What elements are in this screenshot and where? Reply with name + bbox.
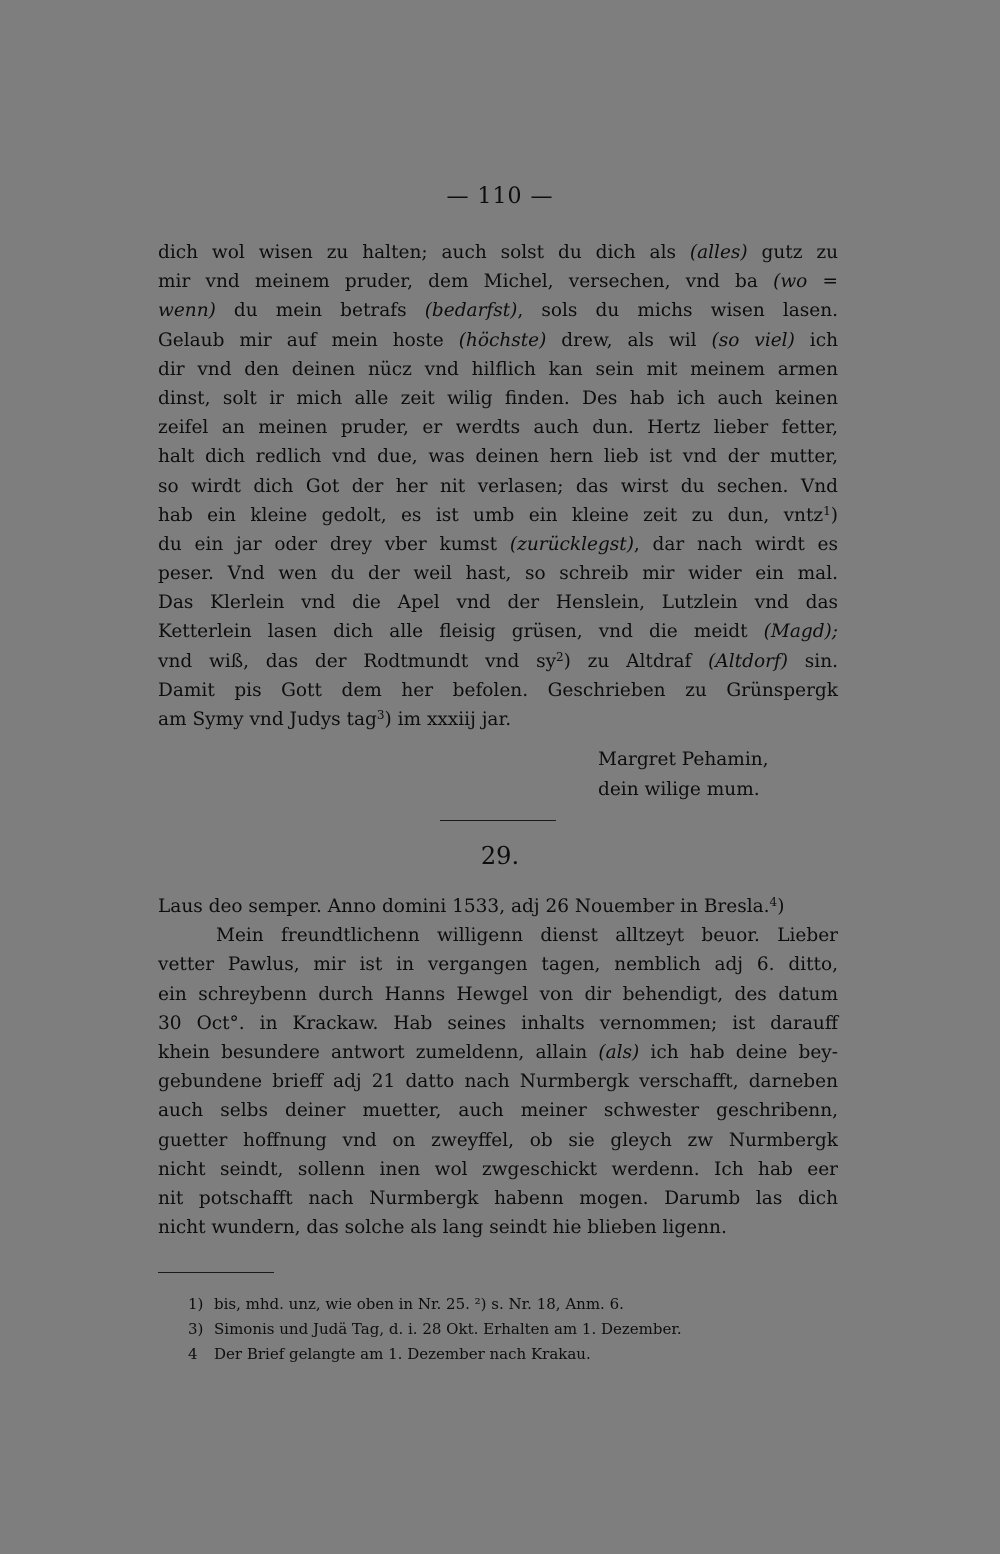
footnote-divider [158, 1272, 274, 1273]
section-divider [440, 820, 556, 821]
text-line: khein besundere antwort zumeldenn, allain (als) ich hab deine bey- [158, 1041, 838, 1063]
text-line: nicht wundern, das solche als lang seindt hie blieben ligenn. [158, 1217, 727, 1239]
text-line: nit potschafft nach Nurmbergk habenn mogen. Darumb las dich [158, 1187, 838, 1209]
page-number: — 110 — [446, 184, 554, 209]
text-line: Damit pis Gott dem her befolen. Geschrieben zu Grünspergk [158, 679, 838, 701]
text-line: Mein freundtlichenn willigenn dienst alltzeyt beuor. Lieber [216, 925, 838, 947]
text-line: peser. Vnd wen du der weil hast, so schreib mir wider ein mal. [158, 563, 838, 585]
text-line: Das Klerlein vnd die Apel vnd der Henslein, Lutzlein vnd das [158, 592, 838, 614]
text-line: mir vnd meinem pruder, dem Michel, versechen, vnd ba (wo = [158, 271, 838, 293]
italic-gloss: (höchste) [458, 329, 547, 351]
footnote-ref: 4 [769, 895, 778, 909]
text-line: wenn) du mein betrafs (bedarfst), sols du michs wisen lasen. [158, 300, 839, 322]
text-line: guetter hoffnung vnd on zweyffel, ob sie gleych zw Nurmbergk [158, 1129, 838, 1151]
italic-gloss: (Altdorf) [708, 650, 788, 672]
footnote-ref: 1 [823, 503, 831, 518]
letter-number: 29. [480, 842, 520, 870]
italic-gloss: (so viel) [711, 329, 795, 351]
signature-closing: dein wilige mum. [598, 779, 760, 800]
text-line: dinst, solt ir mich alle zeit wilig finden. Des hab ich auch keinen [158, 387, 838, 409]
text-line: Ketterlein lasen dich alle fleisig grüsen, vnd die meidt (Magd); [158, 621, 838, 643]
footnote-text: bis, mhd. unz, wie oben in Nr. 25. ²) s. Nr. 18, Anm. 6. [214, 1295, 624, 1313]
footnote-4 [190, 1342, 850, 1367]
footnote-ref: 2 [556, 649, 564, 664]
letter-2-body [158, 892, 838, 1242]
letter-1-body [158, 238, 838, 734]
text-line: hab ein kleine gedolt, es ist umb ein kleine zeit zu dun, vntz$^1$) [158, 503, 838, 526]
italic-gloss: wenn) [158, 300, 216, 322]
footnote-mark: 4 [188, 1345, 198, 1363]
text-line: zeifel an meinen pruder, er werdts auch dun. Hertz lieber fetter, [158, 417, 838, 439]
text-line: nicht seindt, sollenn inen wol zwgeschickt werdenn. Ich hab eer [158, 1158, 838, 1180]
text-line: so wirdt dich Got der her nit verlasen; das wirst du sechen. Vnd [158, 475, 838, 497]
signature-name: Margret Pehamin, [598, 749, 769, 770]
footnote-3 [190, 1317, 850, 1342]
footnote-text: Der Brief gelangte am 1. Dezember nach Krakau. [214, 1345, 591, 1363]
text-line: halt dich redlich vnd due, was deinen hern lieb ist vnd der mutter, [158, 446, 838, 468]
text-line: dich wol wisen zu halten; auch solst du dich als (alles) gutz zu [158, 242, 838, 263]
italic-gloss: (bedarfst) [424, 300, 518, 322]
text-line: dir vnd den deinen nücz vnd hilflich kan sein mit meinem armen [158, 358, 838, 380]
text-line: gebundene brieff adj 21 datto nach Nurmbergk verschafft, darneben [158, 1071, 838, 1093]
text-line: Laus deo semper. Anno domini 1533, adj 26 Nouember in Bresla.$^4$) [158, 895, 785, 917]
italic-gloss: (wo = [773, 271, 838, 293]
italic-gloss: (zurücklegst) [509, 533, 634, 555]
footnote-ref: 3 [376, 708, 385, 722]
italic-gloss: (als) [598, 1041, 640, 1063]
footnote-mark: 3) [188, 1320, 204, 1338]
text-line: am Symy vnd Judys tag$^3$) im xxxiij jar. [158, 708, 512, 730]
text-line: auch selbs deiner muetter, auch meiner schwester geschribenn, [158, 1100, 838, 1122]
footnote-mark: 1) [188, 1295, 204, 1313]
italic-gloss: (Magd); [763, 621, 838, 643]
footnote-text: Simonis und Judä Tag, d. i. 28 Okt. Erhalten am 1. Dezember. [214, 1320, 682, 1338]
text-line: du ein jar oder drey vber kumst (zurücklegst), dar nach wirdt es [158, 533, 839, 555]
text-line: 30 Oct°. in Krackaw. Hab seines inhalts vernommen; ist darauff [158, 1012, 838, 1034]
text-line: vnd wiß, das der Rodtmundt vnd $sy^2$) zu Altdraf (Altdorf) sin. [158, 649, 838, 672]
text-line: vetter Pawlus, mir ist in vergangen tagen, nemblich adj 6. ditto, [158, 954, 838, 976]
text-line: Gelaub mir auf mein hoste (höchste) drew, als wil (so viel) ich [158, 329, 839, 351]
footnote-1 [190, 1292, 850, 1317]
italic-gloss: (alles) [689, 242, 748, 263]
text-line: ein schreybenn durch Hanns Hewgel von dir behendigt, des datum [158, 983, 838, 1005]
